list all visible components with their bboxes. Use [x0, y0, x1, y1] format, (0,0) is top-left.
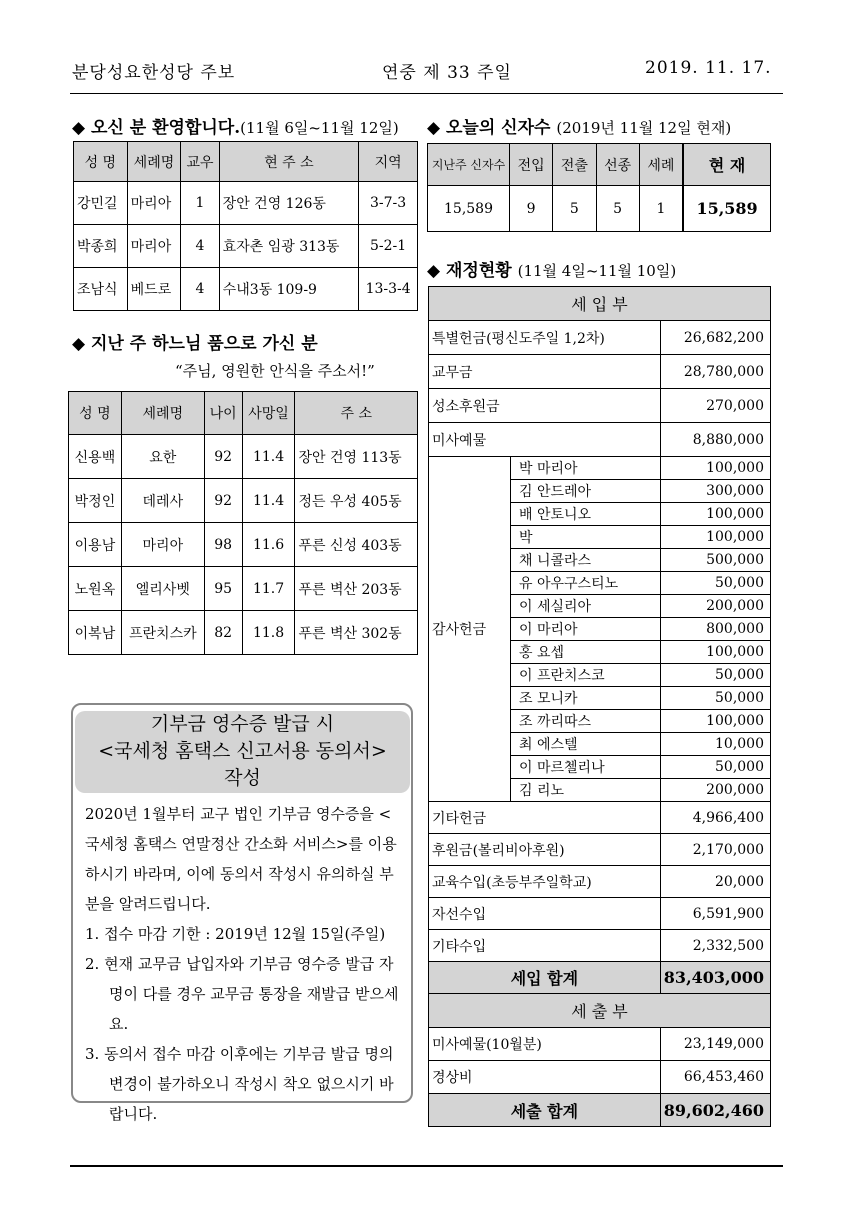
column-header: 세례명 [127, 142, 181, 182]
donor-amount: 200,000 [660, 595, 770, 618]
donor-amount: 800,000 [660, 618, 770, 641]
members-date: (2019년 11월 12일 현재) [556, 119, 732, 137]
table-row [429, 834, 771, 866]
table-row [429, 355, 771, 389]
notice-heading-line2: <국세청 홈택스 신고서용 동의서> [98, 740, 387, 762]
column-header: 주 소 [295, 392, 418, 435]
donor-amount: 100,000 [660, 641, 770, 664]
table-cell: 박정인 [69, 479, 122, 523]
column-header: 지역 [359, 142, 418, 182]
column-header: 성 명 [69, 392, 122, 435]
item-label: 미사예물 [429, 423, 661, 457]
bulletin-name: 분당성요한성당 주보 [72, 63, 236, 83]
item-amount: 4,966,400 [660, 802, 770, 834]
table-header-row [428, 144, 771, 186]
column-header: 지난주 신자수 [428, 144, 510, 186]
notice-item: 1. 접수 마감 기한 : 2019년 12월 15일(주일) [85, 925, 386, 943]
column-header: 나이 [204, 392, 242, 435]
donor-name: 박 [511, 526, 661, 549]
bulletin-date: 2019. 11. 17. [645, 58, 772, 78]
table-cell: 프란치스카 [121, 611, 204, 655]
notice-paragraph: 2020년 1월부터 교구 법인 기부금 영수증을 <국세청 홈택스 연말정산 간소화 서비스>를 이용하시기 바라며, 이에 동의서 작성시 유의하실 부분을 알려드립니다. [85, 805, 397, 913]
donor-amount: 100,000 [660, 710, 770, 733]
donor-amount: 50,000 [660, 687, 770, 710]
table-cell: 82 [204, 611, 242, 655]
item-amount: 23,149,000 [660, 1028, 770, 1061]
column-header: 사망일 [242, 392, 295, 435]
table-cell: 92 [204, 479, 242, 523]
notice-heading-line1: 기부금 영수증 발급 시 [150, 713, 335, 735]
donor-name: 채 니콜라스 [511, 549, 661, 572]
table-cell: 박종희 [74, 225, 128, 268]
table-cell: 푸른 벽산 302동 [295, 611, 418, 655]
donor-amount: 50,000 [660, 664, 770, 687]
header-rule [70, 93, 783, 94]
table-row [429, 321, 771, 355]
table-cell: 데레사 [121, 479, 204, 523]
section-header: 세 입 부 [429, 287, 771, 321]
item-label: 후원금(볼리비아후원) [429, 834, 661, 866]
table-row [428, 186, 771, 232]
table-row [429, 802, 771, 834]
income-total-row [429, 962, 771, 994]
expense-total-label: 세출 합계 [429, 1094, 661, 1127]
donor-amount: 300,000 [660, 480, 770, 503]
donation-receipt-notice [71, 703, 413, 1123]
table-cell: 푸른 신성 403동 [295, 523, 418, 567]
deceased-table [68, 391, 418, 655]
thanks-offering-label: 감사헌금 [429, 457, 511, 802]
column-header: 교우 [181, 142, 219, 182]
table-row [429, 423, 771, 457]
table-cell: 장안 건영 113동 [295, 435, 418, 479]
table-header-row [69, 392, 418, 435]
table-row [429, 1061, 771, 1094]
table-header-row [74, 142, 418, 182]
table-cell: 요한 [121, 435, 204, 479]
table-cell: 수내3동 109-9 [219, 268, 359, 311]
notice-item: 2. 현재 교무금 납입자와 기부금 영수증 발급 자명이 다를 경우 교무금 통장을 재발급 받으세요. [85, 955, 399, 1033]
table-cell: 5-2-1 [359, 225, 418, 268]
table-cell: 11.6 [242, 523, 295, 567]
finance-title [427, 256, 676, 281]
donor-amount: 100,000 [660, 457, 770, 480]
donor-amount: 500,000 [660, 549, 770, 572]
column-header: 전출 [553, 144, 596, 186]
table-cell: 11.8 [242, 611, 295, 655]
table-row [74, 225, 418, 268]
table-cell: 정든 우성 405동 [295, 479, 418, 523]
section-header: 세 출 부 [429, 994, 771, 1028]
table-cell: 11.7 [242, 567, 295, 611]
income-total-label: 세입 합계 [429, 962, 661, 994]
table-cell: 효자촌 임광 313동 [219, 225, 359, 268]
item-amount: 6,591,900 [660, 898, 770, 930]
table-row [429, 866, 771, 898]
column-header: 성 명 [74, 142, 128, 182]
table-cell: 신용백 [69, 435, 122, 479]
donor-amount: 100,000 [660, 503, 770, 526]
donor-amount: 50,000 [660, 572, 770, 595]
donor-amount: 10,000 [660, 733, 770, 756]
table-cell: 11.4 [242, 435, 295, 479]
donor-amount: 200,000 [660, 779, 770, 802]
donor-amount: 50,000 [660, 756, 770, 779]
item-amount: 20,000 [660, 866, 770, 898]
item-label: 경상비 [429, 1061, 661, 1094]
donor-name: 박 마리아 [511, 457, 661, 480]
table-cell: 엘리사벳 [121, 567, 204, 611]
welcome-table [73, 141, 418, 311]
donor-name: 유 아우구스티노 [511, 572, 661, 595]
table-cell: 92 [204, 435, 242, 479]
table-cell: 조남식 [74, 268, 128, 311]
table-cell: 노원옥 [69, 567, 122, 611]
table-row [69, 523, 418, 567]
table-row [429, 898, 771, 930]
donor-name: 홍 요셉 [511, 641, 661, 664]
donor-name: 조 까리따스 [511, 710, 661, 733]
table-cell: 15,589 [683, 186, 770, 232]
table-cell: 3-7-3 [359, 182, 418, 225]
column-header: 선종 [596, 144, 639, 186]
income-total-amount: 83,403,000 [660, 962, 770, 994]
table-cell: 강민길 [74, 182, 128, 225]
welcome-title-text: ◆ 오신 분 환영합니다. [72, 118, 241, 138]
table-row [429, 1028, 771, 1061]
table-cell: 95 [204, 567, 242, 611]
donor-name: 이 마리아 [511, 618, 661, 641]
expense-total-row [429, 1094, 771, 1127]
table-cell: 9 [510, 186, 553, 232]
table-cell: 이용남 [69, 523, 122, 567]
donor-name: 최 에스텔 [511, 733, 661, 756]
table-row [69, 611, 418, 655]
welcome-title [72, 113, 399, 138]
notice-body [85, 799, 405, 1129]
donor-name: 김 안드레아 [511, 480, 661, 503]
table-row [69, 435, 418, 479]
item-label: 자선수입 [429, 898, 661, 930]
item-label: 미사예물(10월분) [429, 1028, 661, 1061]
item-label: 기타수입 [429, 930, 661, 962]
footer-rule [70, 1165, 783, 1167]
table-cell: 푸른 벽산 203동 [295, 567, 418, 611]
donor-name: 이 프란치스코 [511, 664, 661, 687]
item-amount: 270,000 [660, 389, 770, 423]
expense-total-amount: 89,602,460 [660, 1094, 770, 1127]
table-cell: 1 [639, 186, 683, 232]
finance-period: (11월 4일~11월 10일) [517, 262, 677, 280]
item-amount: 28,780,000 [660, 355, 770, 389]
section-header-row [429, 287, 771, 321]
column-header: 현 주 소 [219, 142, 359, 182]
section-header-row [429, 994, 771, 1028]
notice-heading [75, 711, 410, 793]
table-cell: 베드로 [127, 268, 181, 311]
item-label: 교육수입(초등부주일학교) [429, 866, 661, 898]
column-header: 세례명 [121, 392, 204, 435]
finance-table [428, 286, 771, 1127]
deceased-quote: “주님, 영원한 안식을 주소서!” [175, 362, 375, 380]
item-amount: 26,682,200 [660, 321, 770, 355]
item-label: 성소후원금 [429, 389, 661, 423]
notice-item: 3. 동의서 접수 마감 이후에는 기부금 발급 명의 변경이 불가하오니 작성시 착오 없으시기 바랍니다. [85, 1045, 394, 1123]
donor-name: 배 안토니오 [511, 503, 661, 526]
table-row [69, 479, 418, 523]
finance-title-text: ◆ 재정현황 [427, 261, 512, 281]
members-table [427, 143, 771, 232]
table-cell: 4 [181, 268, 219, 311]
column-header: 현 재 [683, 144, 770, 186]
item-amount: 66,453,460 [660, 1061, 770, 1094]
table-cell: 마리아 [127, 182, 181, 225]
table-cell: 이복남 [69, 611, 122, 655]
table-cell: 마리아 [127, 225, 181, 268]
members-title [427, 113, 731, 138]
don-row table-row [429, 457, 771, 480]
column-header: 세례 [639, 144, 683, 186]
members-title-text: ◆ 오늘의 신자수 [427, 118, 551, 138]
column-header: 전입 [510, 144, 553, 186]
donor-name: 이 마르첼리나 [511, 756, 661, 779]
item-amount: 8,880,000 [660, 423, 770, 457]
donor-name: 조 모니카 [511, 687, 661, 710]
table-cell: 장안 건영 126동 [219, 182, 359, 225]
table-cell: 15,589 [428, 186, 510, 232]
table-cell: 4 [181, 225, 219, 268]
table-row [69, 567, 418, 611]
table-row [74, 182, 418, 225]
item-label: 기타헌금 [429, 802, 661, 834]
table-cell: 5 [596, 186, 639, 232]
notice-heading-line3: 작성 [224, 767, 261, 789]
donor-amount: 100,000 [660, 526, 770, 549]
item-amount: 2,170,000 [660, 834, 770, 866]
table-row [429, 930, 771, 962]
table-cell: 98 [204, 523, 242, 567]
table-cell: 13-3-4 [359, 268, 418, 311]
liturgical-week: 연중 제 33 주일 [382, 63, 512, 83]
table-cell: 11.4 [242, 479, 295, 523]
donor-name: 이 세실리아 [511, 595, 661, 618]
table-cell: 마리아 [121, 523, 204, 567]
table-cell: 5 [553, 186, 596, 232]
donor-name: 김 리노 [511, 779, 661, 802]
item-amount: 2,332,500 [660, 930, 770, 962]
table-row [429, 389, 771, 423]
item-label: 교무금 [429, 355, 661, 389]
welcome-period: (11월 6일~11월 12일) [240, 119, 399, 137]
deceased-title: ◆ 지난 주 하느님 품으로 가신 분 [72, 334, 318, 354]
item-label: 특별헌금(평신도주일 1,2차) [429, 321, 661, 355]
table-cell: 1 [181, 182, 219, 225]
table-row [74, 268, 418, 311]
